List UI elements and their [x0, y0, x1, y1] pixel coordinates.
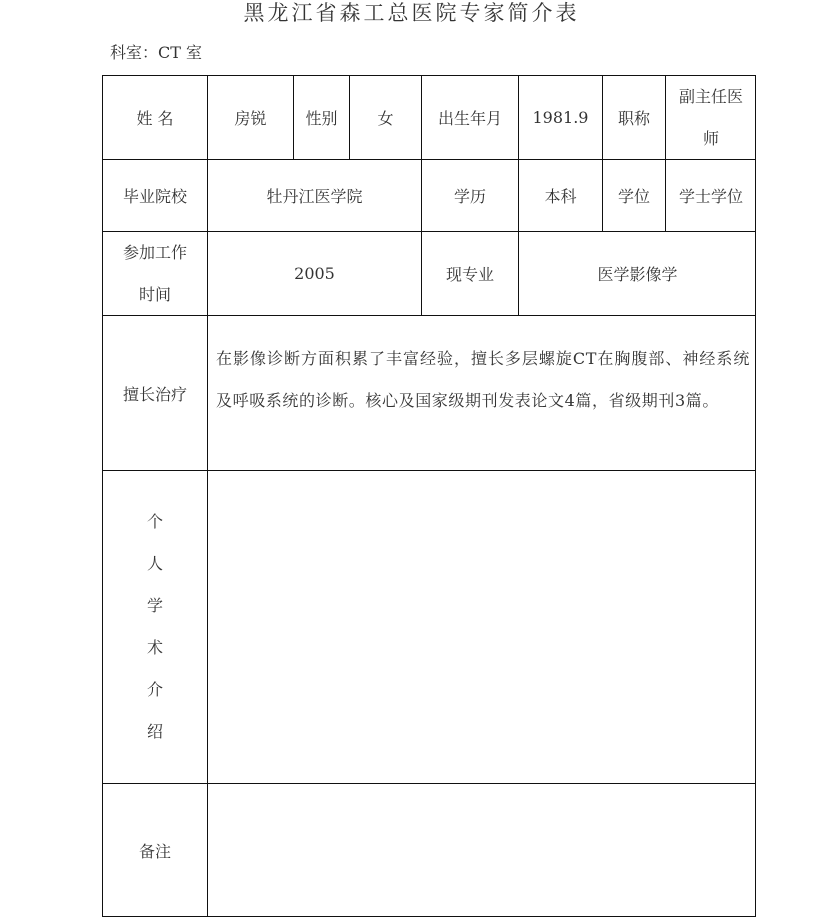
gender-value: 女	[377, 109, 394, 128]
title-value-line1: 副主任医	[678, 86, 743, 106]
title-value-line2: 师	[702, 128, 719, 148]
specialty-value: 医学影像学	[597, 265, 678, 284]
education-value-cell	[518, 159, 602, 231]
academic-label-char: 介	[146, 680, 163, 699]
academic-label-cell	[102, 470, 207, 783]
academic-label-char: 绍	[146, 722, 163, 741]
gender-label: 性别	[305, 109, 338, 128]
education-label: 学历	[453, 187, 486, 206]
academic-label-char: 人	[146, 554, 163, 573]
title-label-cell	[602, 75, 665, 159]
work-start-label-line2: 时间	[138, 284, 171, 304]
expertise-value-cell	[207, 315, 756, 470]
remarks-label-cell	[102, 783, 207, 917]
specialty-label-cell	[421, 231, 518, 315]
work-start-value-cell	[207, 231, 421, 315]
education-value: 本科	[544, 187, 577, 206]
name-label: 姓 名	[136, 109, 174, 128]
academic-label-char: 术	[146, 638, 163, 657]
name-label-cell	[102, 75, 207, 159]
degree-value: 学士学位	[678, 187, 743, 206]
school-value: 牡丹江医学院	[266, 187, 363, 206]
title-label: 职称	[617, 109, 650, 128]
school-label: 毕业院校	[122, 187, 187, 206]
title-value-cell	[665, 75, 756, 159]
work-start-label-line1: 参加工作	[122, 242, 187, 262]
gender-value-cell	[349, 75, 421, 159]
academic-label-char: 学	[146, 596, 163, 615]
expertise-value: 在影像诊断方面积累了丰富经验，擅长多层螺旋CT在胸腹部、神经系统及呼吸系统的诊断。核心及国家级期刊发表论文4篇，省级期刊3篇。	[216, 349, 750, 410]
department-label: 科室：CT 室	[110, 43, 203, 62]
academic-label-char: 个	[146, 512, 163, 531]
birth-value: 1981.9	[532, 108, 589, 127]
name-value-cell	[207, 75, 293, 159]
expertise-label-cell	[102, 315, 207, 470]
school-label-cell	[102, 159, 207, 231]
academic-value-cell	[207, 470, 756, 783]
school-value-cell	[207, 159, 421, 231]
degree-label-cell	[602, 159, 665, 231]
name-value: 房锐	[234, 109, 267, 128]
gender-label-cell	[293, 75, 349, 159]
degree-value-cell	[665, 159, 756, 231]
birth-label-cell	[421, 75, 518, 159]
work-start-value: 2005	[294, 264, 335, 283]
birth-label: 出生年月	[437, 109, 502, 128]
expertise-label: 擅长治疗	[122, 384, 187, 404]
specialty-value-cell	[518, 231, 756, 315]
work-start-label-cell	[102, 231, 207, 315]
remarks-label: 备注	[138, 842, 171, 861]
education-label-cell	[421, 159, 518, 231]
remarks-value-cell	[207, 783, 756, 917]
degree-label: 学位	[617, 187, 650, 206]
specialty-label: 现专业	[445, 265, 494, 284]
birth-value-cell	[518, 75, 602, 159]
document-title: 黑龙江省森工总医院专家简介表	[243, 1, 580, 25]
